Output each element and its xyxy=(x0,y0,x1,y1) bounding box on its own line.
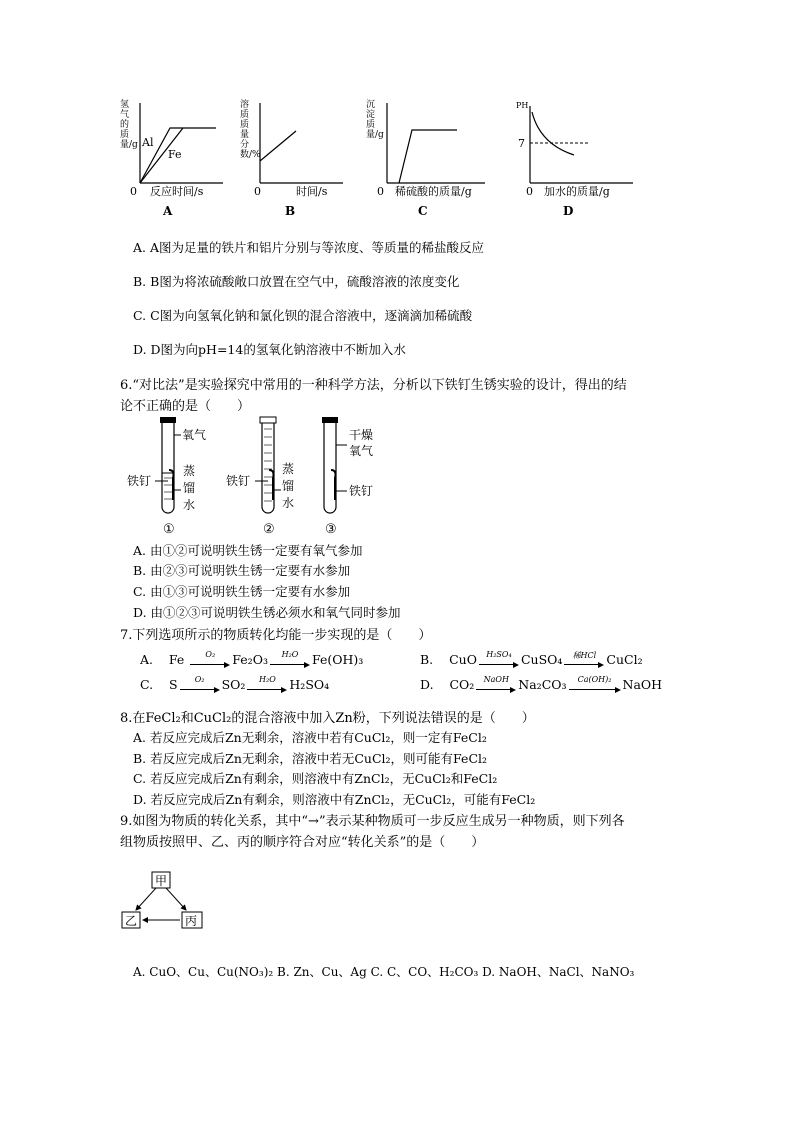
node-yi: 乙 xyxy=(125,914,138,928)
test-tubes-diagram xyxy=(125,415,385,540)
q6-stem-line2: 论不正确的是（ ） xyxy=(120,399,251,414)
svg-text:蒸: 蒸 xyxy=(282,462,295,476)
y-axis-label: 沉淀质量/g xyxy=(366,100,384,140)
x-axis-label: 加水的质量/g xyxy=(544,185,610,198)
q6-option-d: D. 由①②③可说明铁生锈必须水和氧气同时参加 xyxy=(133,605,401,620)
q5-option-a: A. A图为足量的铁片和铝片分别与等浓度、等质量的稀盐酸反应 xyxy=(133,240,485,255)
q5-option-b: B. B图为将浓硫酸敞口放置在空气中，硫酸溶液的浓度变化 xyxy=(133,274,460,289)
q8-option-a: A. 若反应完成后Zn无剩余，溶液中若有CuCl₂，则一定有FeCl₂ xyxy=(133,730,487,745)
svg-text:馏: 馏 xyxy=(183,481,196,495)
q6-stem-line1: 6.“对比法”是实验探究中常用的一种科学方法，分析以下铁钉生锈实验的设计，得出的结 xyxy=(120,378,627,393)
graph-caption: A xyxy=(163,204,173,218)
q7-option-a: A. Fe O₂ Fe₂O₃ H₂O Fe(OH)₃ xyxy=(140,649,364,667)
q6-option-c: C. 由①③可说明铁生锈一定要有水参加 xyxy=(133,584,351,599)
q8-option-c: C. 若反应完成后Zn有剩余，则溶液中有ZnCl₂，无CuCl₂和FeCl₂ xyxy=(133,771,498,786)
q7-option-c: C. S O₂ SO₂ H₂O H₂SO₄ xyxy=(140,674,330,692)
svg-text:蒸: 蒸 xyxy=(183,464,196,478)
nail-label: 铁钉 xyxy=(226,474,251,488)
ref-label: 7 xyxy=(518,137,525,150)
y-axis-label: PH xyxy=(516,101,529,110)
q5-option-d: D. D图为向pH=14的氢氧化钠溶液中不断加入水 xyxy=(133,342,406,357)
node-jia: 甲 xyxy=(155,874,168,888)
q9-stem-line2: 组物质按照甲、乙、丙的顺序符合对应“转化关系”的是（ ） xyxy=(120,835,485,850)
nail-label: 铁钉 xyxy=(127,474,152,488)
tube-number: ② xyxy=(263,522,275,537)
series-al-label: Al xyxy=(142,136,154,149)
nail-label: 铁钉 xyxy=(349,484,374,498)
svg-text:馏: 馏 xyxy=(282,479,295,493)
q5-option-c: C. C图为向氢氧化钠和氯化钡的混合溶液中，逐滴滴加稀硫酸 xyxy=(133,308,473,323)
q9-options: A. CuO、Cu、Cu(NO₃)₂ B. Zn、Cu、Ag C. C、CO、H₂CO₃ D. NaOH、NaCl、NaNO₃ xyxy=(133,965,635,979)
oxygen-label: 氧气 xyxy=(182,428,207,442)
x-axis-label: 稀硫酸的质量/g xyxy=(395,185,472,198)
q6-option-a: A. 由①②可说明铁生锈一定要有氧气参加 xyxy=(133,543,363,558)
svg-text:干燥: 干燥 xyxy=(349,428,374,442)
q8-option-b: B. 若反应完成后Zn无剩余，溶液中若无CuCl₂，则可能有FeCl₂ xyxy=(133,751,488,766)
graph-a xyxy=(118,98,228,220)
q9-stem-line1: 9.如图为物质的转化关系，其中“→”表示某种物质可一步反应生成另一种物质，则下列各 xyxy=(120,814,625,829)
graph-d xyxy=(508,98,638,220)
graph-c xyxy=(365,98,495,220)
graph-caption: D xyxy=(563,204,574,218)
q7-option-d: D. CO₂ NaOH Na₂CO₃ Ca(OH)₂ NaOH xyxy=(420,674,663,692)
x-axis-label: 反应时间/s xyxy=(150,185,204,198)
origin-label: 0 xyxy=(377,185,384,198)
q7-option-b: B. CuO H₂SO₄ CuSO₄ 稀HCl CuCl₂ xyxy=(420,649,643,667)
graph-caption: C xyxy=(418,204,428,218)
q6-option-b: B. 由②③可说明铁生锈一定要有水参加 xyxy=(133,563,351,578)
y-axis-label: 氢气的质量/g xyxy=(120,100,138,150)
x-axis-label: 时间/s xyxy=(296,185,328,198)
svg-text:氧气: 氧气 xyxy=(349,444,374,458)
tube-number: ① xyxy=(163,522,175,537)
graph-caption: B xyxy=(285,204,296,218)
q7-stem: 7.下列选项所示的物质转化均能一步实现的是（ ） xyxy=(120,628,432,643)
transformation-diagram xyxy=(118,868,213,936)
tube-number: ③ xyxy=(325,522,337,537)
svg-text:水: 水 xyxy=(282,496,295,510)
y-axis-label: 溶质质量分数/% xyxy=(240,100,261,160)
svg-text:水: 水 xyxy=(183,498,196,512)
series-fe-label: Fe xyxy=(168,148,182,161)
q8-option-d: D. 若反应完成后Zn有剩余，则溶液中有ZnCl₂，无CuCl₂，可能有FeCl₂ xyxy=(133,792,536,807)
origin-label: 0 xyxy=(130,185,137,198)
q8-stem: 8.在FeCl₂和CuCl₂的混合溶液中加入Zn粉，下列说法错误的是（ ） xyxy=(120,711,535,726)
origin-label: 0 xyxy=(526,185,533,198)
origin-label: 0 xyxy=(254,185,261,198)
node-bing: 丙 xyxy=(185,914,198,928)
